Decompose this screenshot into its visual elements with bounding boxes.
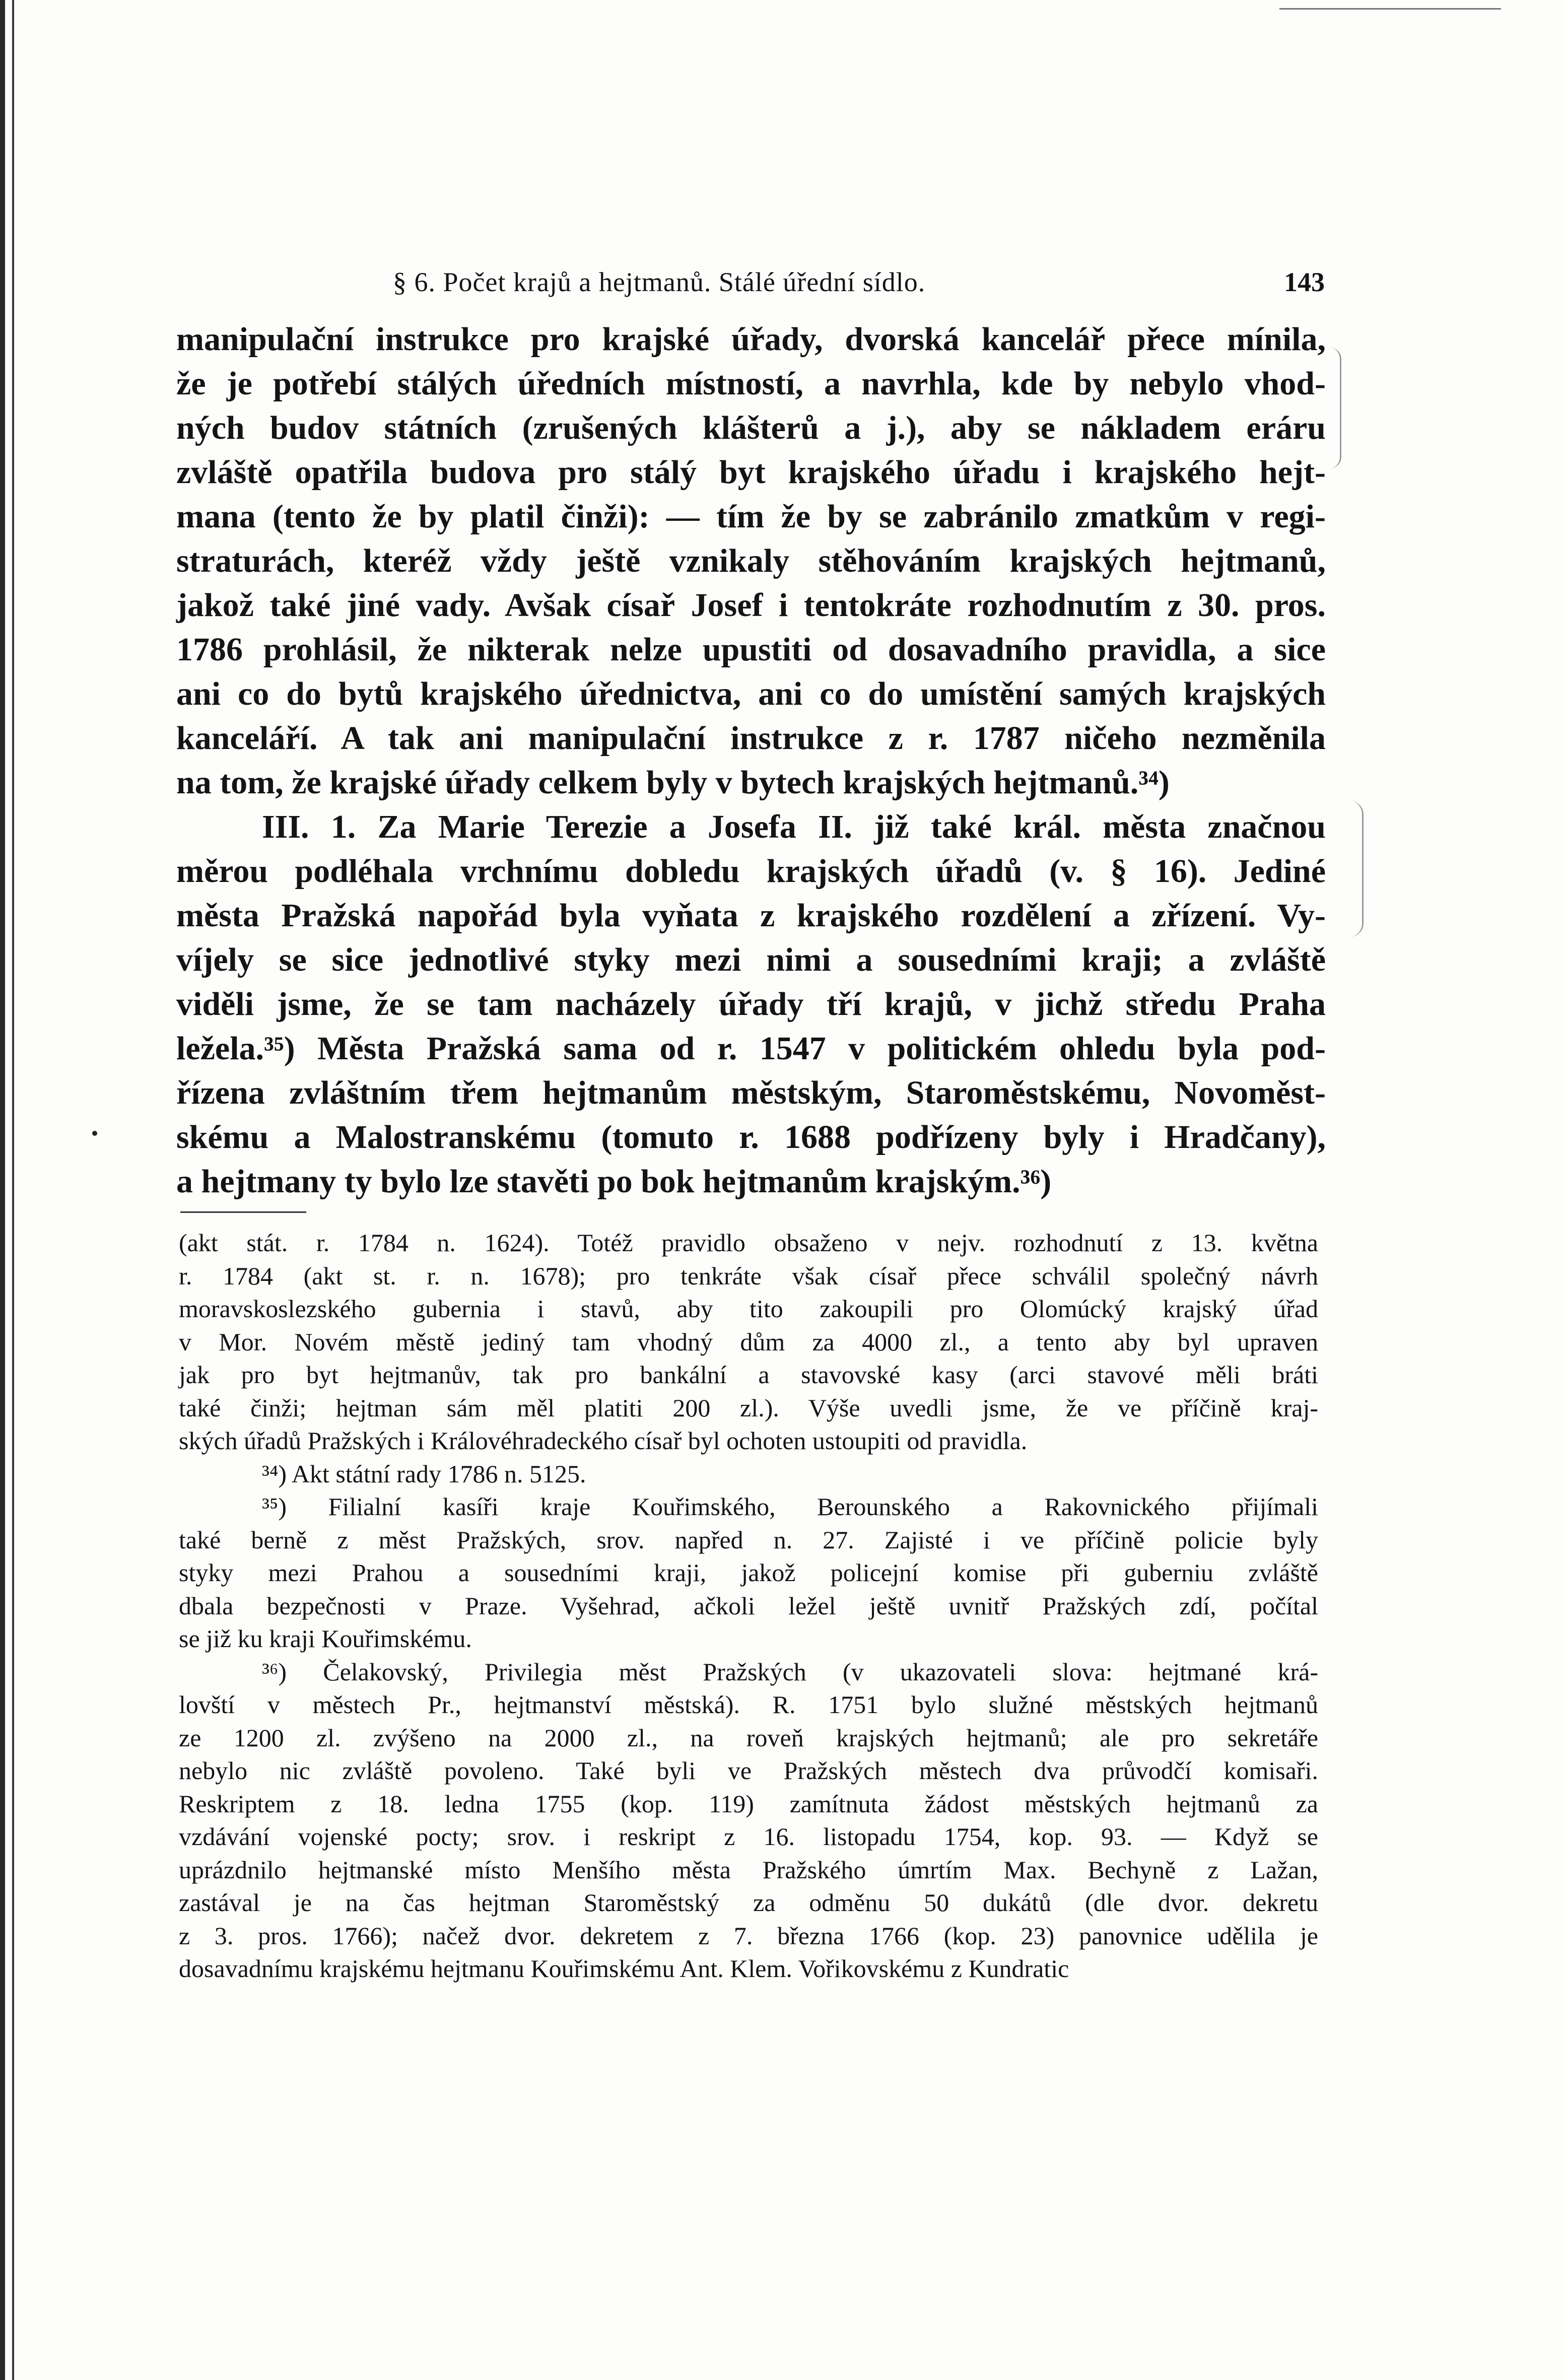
margin-bracket [1330,348,1341,468]
text-line: jakož také jiné vady. Avšak císař Josef i tentokráte rozhodnutím z 30. pros. [176,587,1326,624]
footnote-line: Reskriptem z 18. ledna 1755 (kop. 119) zamítnuta žádost městských hejtmanů za [179,1789,1318,1818]
text-line: města Pražská napořád byla vyňata z krajského rozdělení a zřízení. Vy- [176,897,1326,934]
footnote-line: ze 1200 zl. zvýšeno na 2000 zl., na roveň krajských hejtmanů; ale pro sekretáře [179,1723,1318,1752]
text-line: skému a Malostranskému (tomuto r. 1688 podřízeny byly i Hradčany), [176,1119,1326,1155]
text-line: III. 1. Za Marie Terezie a Josefa II. již také král. města značnou [262,808,1326,845]
footnote-line: také berně z měst Pražských, srov. napřed n. 27. Zajisté i ve příčině policie byly [179,1525,1318,1554]
text-line: víjely se sice jednotlivé styky mezi nimi a sousedními kraji; a zvláště [176,941,1326,978]
footnote-line: uprázdnilo hejtmanské místo Menšího města Pražského úmrtím Max. Bechyně z Lažan, [179,1855,1318,1884]
text-line: ani co do bytů krajského úřednictva, ani co do umístění samých krajských [176,675,1326,712]
text-line: 1786 prohlásil, že nikterak nelze upustiti od dosavadního pravidla, a sice [176,631,1326,668]
running-header [176,264,1325,300]
page-edge-shadow [12,0,14,2380]
text-line: straturách, kteréž vždy ještě vznikaly stěhováním krajských hejtmanů, [176,542,1326,579]
footnote-line: dosavadnímu krajskému hejtmanu Kouřimskému Ant. Klem. Vořikovskému z Kundratic [179,1954,1069,1983]
footnote-line: jak pro byt hejtmanův, tak pro bankální a stavovské kasy (arci stavové měli bráti [179,1361,1318,1389]
footnote-line: také činži; hejtman sám měl platiti 200 zl.). Výše uvedli jsme, že ve příčině kraj- [179,1393,1318,1422]
text-line: že je potřebí stálých úředních místností, a navrhla, kde by nebylo vhod- [176,365,1326,402]
text-line: manipulační instrukce pro krajské úřady, dvorská kancelář přece mínila, [176,321,1326,358]
footnote-line: lovští v městech Pr., hejtmanství městská). R. 1751 bylo služné městských hejtmanů [179,1690,1318,1719]
text-line: měrou podléhala vrchnímu dobledu krajských úřadů (v. § 16). Jediné [176,853,1326,890]
footnote-line: zastával je na čas hejtman Staroměstský za odměnu 50 dukátů (dle dvor. dekretu [179,1888,1318,1917]
header-title: § 6. Počet krajů a hejtmanů. Stálé úřední sídlo. [393,267,926,297]
footnote-line: styky mezi Prahou a sousedními kraji, jakož policejní komise při guberniu zvláště [179,1558,1318,1587]
footnote-line: r. 1784 (akt st. r. n. 1678); pro tenkráte však císař přece schválil společný návrh [179,1261,1318,1290]
text-line: řízena zvláštním třem hejtmanům městským, Staroměstskému, Novoměst- [176,1074,1326,1111]
footnote-line: ských úřadů Pražských i Královéhradeckého císař byl ochoten ustoupiti od pravidla. [179,1426,1028,1455]
margin-mark [92,1131,97,1136]
footnote-line: se již ku kraji Kouřimskému. [179,1624,472,1653]
footnote-line: vzdávání vojenské pocty; srov. i reskript z 16. listopadu 1754, kop. 93. — Když se [179,1822,1318,1851]
footnote-line: v Mor. Novém městě jediný tam vhodný dům za 4000 zl., a tento aby byl upraven [179,1327,1318,1356]
footnote-35: ³⁵) Filialní kasíři kraje Kouřimského, Berounského a Rakovnického přijímali [262,1492,1318,1521]
text-line: na tom, že krajské úřady celkem byly v bytech krajských hejtmanů.³⁴) [176,764,1170,801]
footnote-line: nebylo nic zvláště povoleno. Také byli ve Pražských městech dva průvodčí komisaři. [179,1756,1318,1785]
text-line: viděli jsme, že se tam nacházely úřady tří krajů, v jichž středu Praha [176,986,1326,1023]
footnote-line: dbala bezpečnosti v Praze. Vyšehrad, ačkoli ležel ještě uvnitř Pražských zdí, počítal [179,1591,1318,1620]
text-line: a hejtmany ty bylo lze stavěti po bok hejtmanům krajským.³⁶) [176,1163,1052,1200]
text-line: zvláště opatřila budova pro stálý byt krajského úřadu i krajského hejt- [176,454,1326,491]
footnotes [179,1227,1318,1986]
text-line: ležela.³⁵) Města Pražská sama od r. 1547 v politickém ohledu byla pod- [176,1030,1326,1067]
footnote-line: z 3. pros. 1766); načež dvor. dekretem z 7. března 1766 (kop. 23) panovnice udělila je [179,1921,1318,1950]
text-line: mana (tento že by platil činži): — tím že by se zabránilo zmatkům v regi- [176,498,1326,535]
text-line: kanceláří. A tak ani manipulační instrukce z r. 1787 ničeho nezměnila [176,720,1326,757]
footnote-34: ³⁴) Akt státní rady 1786 n. 5125. [262,1459,586,1488]
footnote-line: (akt stát. r. 1784 n. 1624). Totéž pravidlo obsaženo v nejv. rozhodnutí z 13. května [179,1229,1318,1257]
page-number: 143 [1284,267,1325,297]
text-line: ných budov státních (zrušených klášterů a j.), aby se nákladem eráru [176,410,1326,446]
margin-bracket [1350,801,1364,937]
main-text [176,317,1326,1204]
footnote-line: moravskoslezského gubernia i stavů, aby tito zakoupili pro Olomúcký krajský úřad [179,1295,1318,1323]
scan-mark [1279,8,1501,10]
footnote-36: ³⁶) Čelakovský, Privilegia měst Pražských (v ukazovateli slova: hejtmané krá- [262,1657,1318,1686]
page-edge-left [0,0,5,2380]
footnote-separator [180,1211,306,1213]
